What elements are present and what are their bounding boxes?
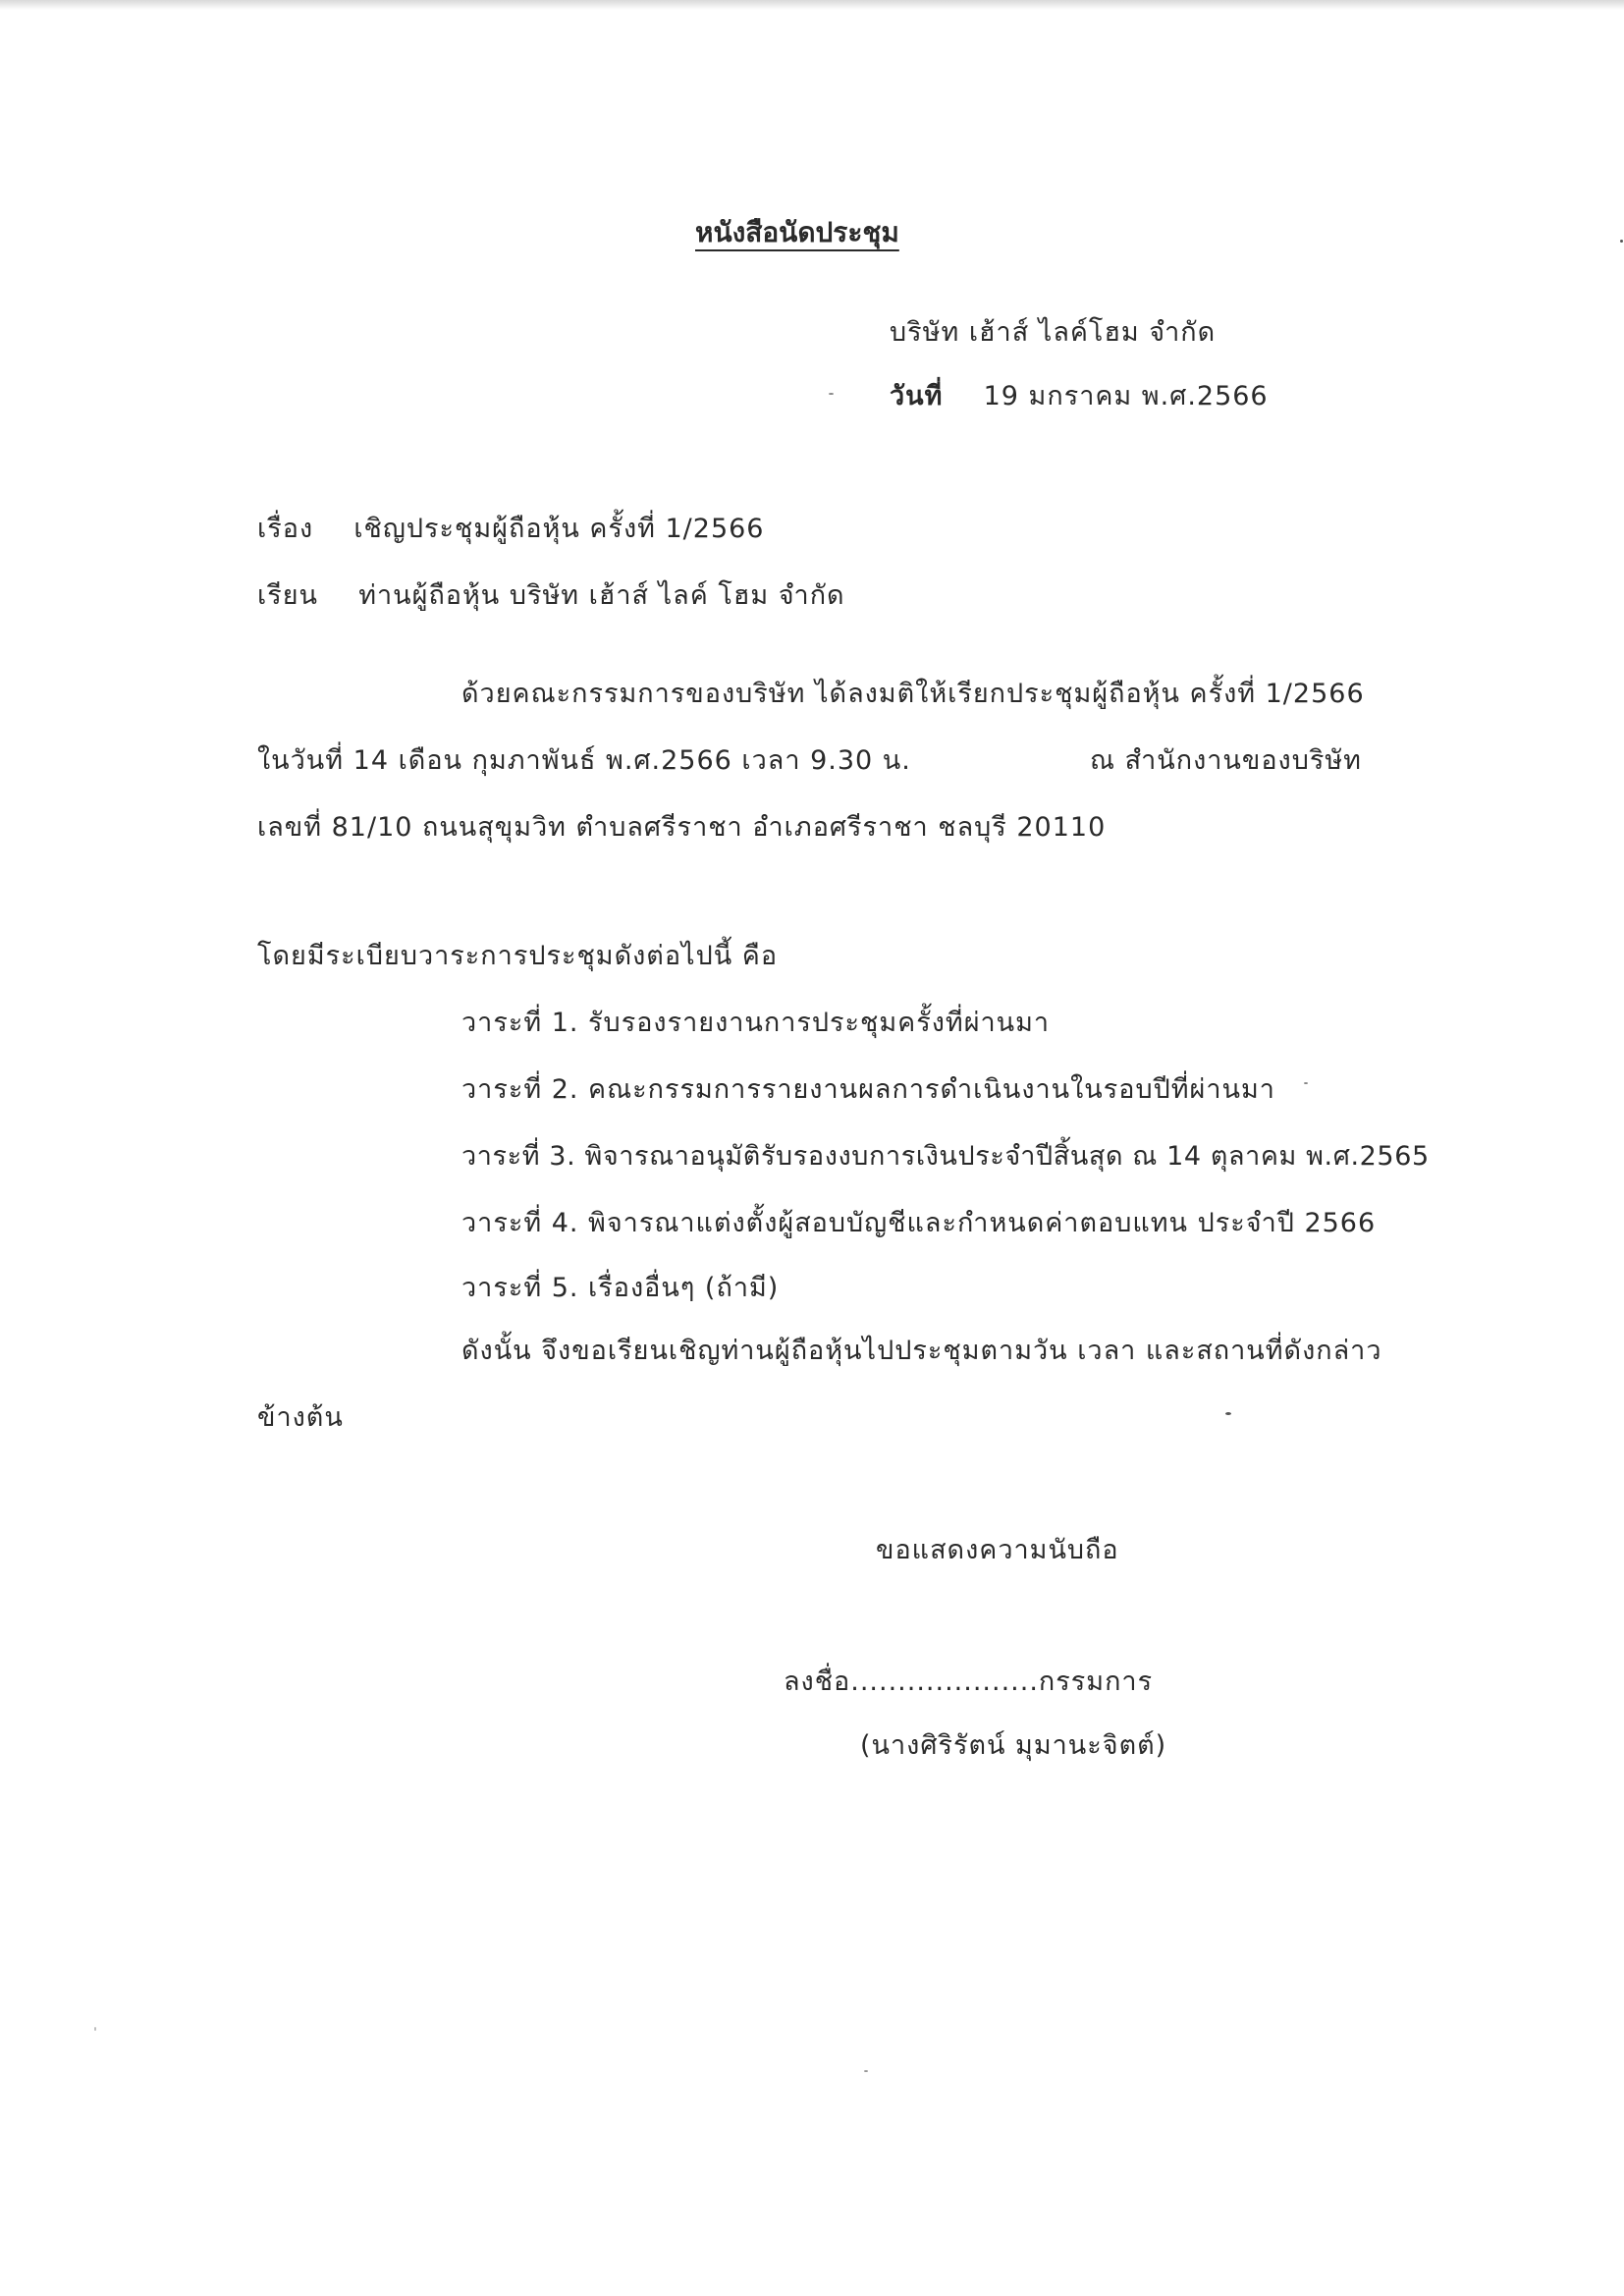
recipient-line (257, 574, 845, 616)
recipient-label: เรียน (257, 580, 319, 611)
scan-speck (1620, 240, 1623, 243)
body-line-1: ด้วยคณะกรรมการของบริษัท ได้ลงมติให้เรียกประชุมผู้ถือหุ้น ครั้งที่ 1/2566 (461, 679, 1365, 709)
letter-date (890, 374, 1269, 416)
body-line-3-address: เลขที่ 81/10 ถนนสุขุมวิท ตำบลศรีราชา อำเภอศรีราชา ชลบุรี 20110 (257, 812, 1107, 843)
closing-line-2: ข้างต้น (257, 1402, 344, 1433)
regards: ขอแสดงความนับถือ (876, 1535, 1119, 1565)
subject-value: เชิญประชุมผู้ถือหุ้น ครั้งที่ 1/2566 (353, 514, 765, 544)
agenda-item-4: วาระที่ 4. พิจารณาแต่งตั้งผู้สอบบัญชีและกำหนดค่าตอบแทน ประจำปี 2566 (461, 1208, 1377, 1238)
body-line-2-meeting-time: ในวันที่ 14 เดือน กุมภาพันธ์ พ.ศ.2566 เวลา 9.30 น. (257, 745, 911, 776)
signature-line: ลงชื่อ....................กรรมการ (784, 1667, 1154, 1697)
scan-speck (94, 2027, 96, 2031)
signer-name: (นางศิริรัตน์ มุมานะจิตต์) (860, 1730, 1167, 1761)
closing-line-1: ดังนั้น จึงขอเรียนเชิญท่านผู้ถือหุ้นไปประชุมตามวัน เวลา และสถานที่ดังกล่าว (461, 1336, 1382, 1366)
scan-speck (1225, 1412, 1231, 1415)
agenda-intro: โดยมีระเบียบวาระการประชุมดังต่อไปนี้ คือ (257, 941, 779, 971)
agenda-item-3: วาระที่ 3. พิจารณาอนุมัติรับรองงบการเงินประจำปีสิ้นสุด ณ 14 ตุลาคม พ.ศ.2565 (461, 1141, 1430, 1172)
company-name: บริษัท เฮ้าส์ ไลค์โฮม จำกัด (890, 317, 1217, 348)
subject-line (257, 507, 765, 549)
agenda-item-2: วาระที่ 2. คณะกรรมการรายงานผลการดำเนินงานในรอบปีที่ผ่านมา (461, 1074, 1275, 1105)
body-line-2-venue: ณ สำนักงานของบริษัท (1090, 745, 1362, 776)
scan-speck (864, 2070, 868, 2072)
subject-label: เรื่อง (257, 514, 314, 544)
agenda-item-5: วาระที่ 5. เรื่องอื่นๆ (ถ้ามี) (461, 1273, 780, 1303)
recipient-value: ท่านผู้ถือหุ้น บริษัท เฮ้าส์ ไลค์ โฮม จำกัด (358, 580, 845, 611)
letter-title: หนังสือนัดประชุม (695, 216, 899, 248)
scan-speck (829, 393, 834, 395)
agenda-item-1: วาระที่ 1. รับรองรายงานการประชุมครั้งที่ผ่านมา (461, 1008, 1051, 1038)
date-label: วันที่ (890, 381, 944, 411)
date-value: 19 มกราคม พ.ศ.2566 (983, 381, 1269, 411)
scan-speck (1304, 1082, 1308, 1084)
scan-edge (0, 0, 1624, 10)
